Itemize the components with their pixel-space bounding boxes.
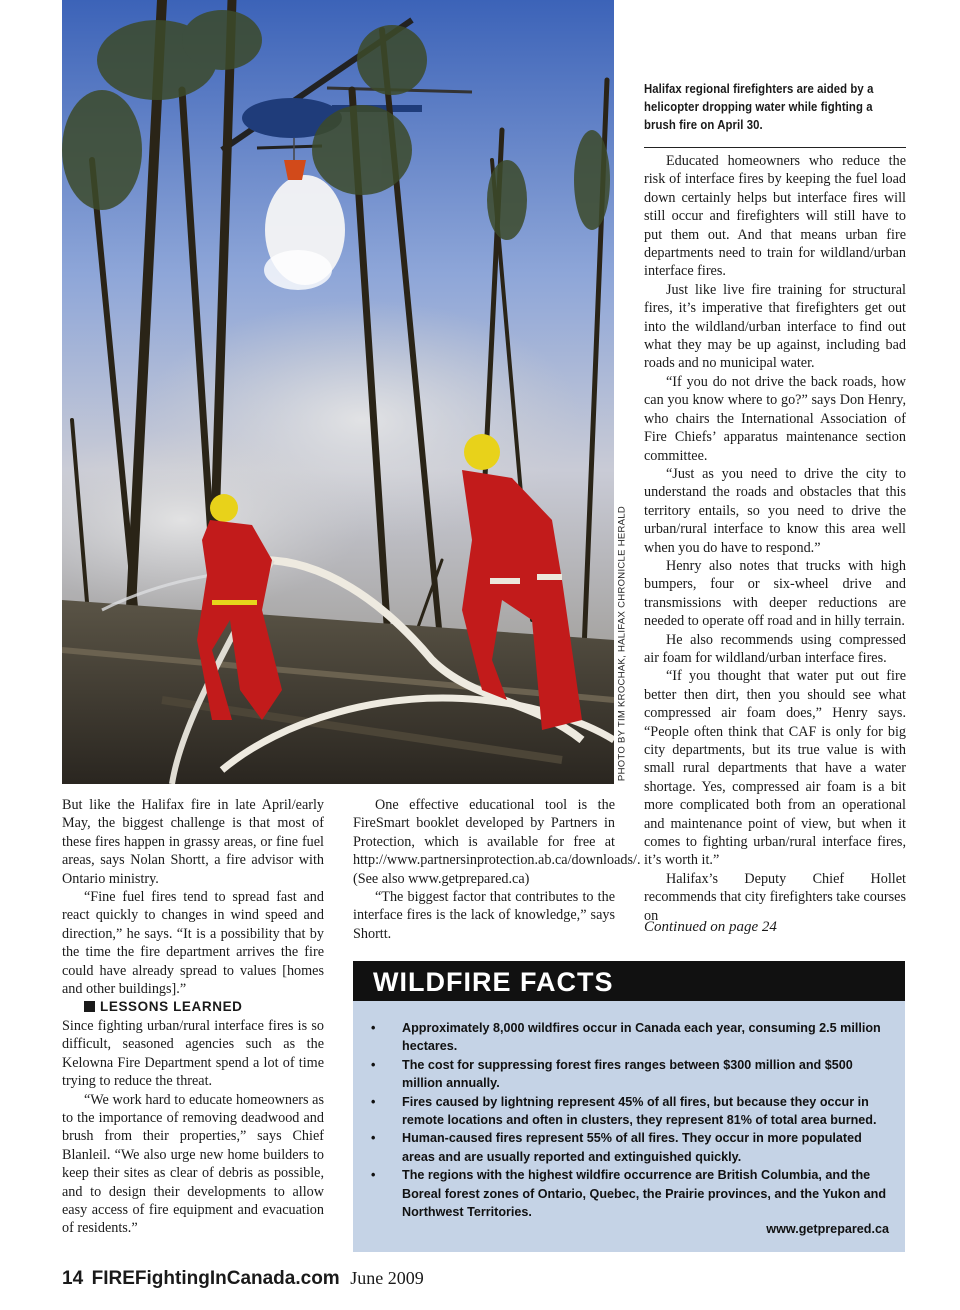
photo-illustration xyxy=(62,0,614,784)
list-item: • Approximately 8,000 wildfires occur in Canada each year, consuming 2.5 million hectares. xyxy=(371,1021,881,1054)
photo-credit: PHOTO BY TIM KROCHAK, HALIFAX CHRONICLE HERALD xyxy=(616,505,628,782)
page-footer xyxy=(62,1268,424,1290)
bullet-icon: • xyxy=(371,1021,376,1035)
bullet-icon: • xyxy=(371,1168,376,1183)
wildfire-photo xyxy=(62,0,614,784)
paragraph: “We work hard to educate homeowners as to the importance of removing deadwood and brush from their properties,” says Chief Blanleil. “We also urge new home builders to keep their sites as clear of debris as possible, and to design their developments to allow easy access of fire equipment and evacuation of residents.” xyxy=(62,1091,324,1237)
list-item: • Fires caused by lightning represent 45% of all fires, but because they occur in remote locations and often in clusters, they represent 81% of total area burned. xyxy=(371,1094,877,1128)
list-item: • The regions with the highest wildfire occurrence are British Columbia, and the Boreal forest zones of Ontario, Quebec, the Prairie provinces, and the Yukon and Northwest Territories. xyxy=(371,1168,887,1220)
paragraph: Henry also notes that trucks with high bumpers, four or six-wheel drive and transmissions with deeper reductions are needed to operate off road and in hilly terrain. xyxy=(644,557,906,630)
issue-date: June 2009 xyxy=(350,1268,424,1288)
paragraph: “If you thought that water put out fire better then dirt, then you should see what compressed air foam does,” Henry says. “People often think that CAF is only for big city departments, but its true value is with small rural departments that have a water shortage. Yes, compressed air foam is a bit more complicated both from an operational and maintenance point of view, but when it comes to fighting urban/rural interface fires, it’s worth it.” xyxy=(644,668,906,869)
photo-caption: Halifax regional firefighters are aided by a helicopter dropping water while fighting a brush fire on April 30. xyxy=(644,82,874,132)
magazine-name: FIREFightingInCanada.com xyxy=(91,1268,340,1289)
article-column-2 xyxy=(353,796,641,943)
bullet-icon: • xyxy=(371,1057,376,1072)
paragraph: One effective educational tool is the FireSmart booklet developed by Partners in Protection, which is available for free at http://www.partnersinprotection.ab.ca/downloads/. (See also www.getprepared.ca) xyxy=(353,797,641,887)
facts-title: WILDFIRE FACTS xyxy=(353,961,905,1001)
caption-divider xyxy=(644,147,906,148)
article-column-3 xyxy=(644,152,906,925)
wildfire-facts-box xyxy=(353,961,905,1252)
paragraph: He also recommends using compressed air foam for wildland/urban interface fires. xyxy=(644,631,906,666)
facts-list xyxy=(353,1001,905,1221)
article-column-1 xyxy=(62,796,324,1238)
source-url: www.getprepared.ca xyxy=(766,1222,889,1236)
page-number: 14 xyxy=(62,1268,84,1289)
square-bullet-icon xyxy=(84,1001,95,1012)
section-heading: LESSONS LEARNED xyxy=(62,998,324,1016)
paragraph: “Just as you need to drive the city to understand the roads and obstacles that this territory entails, so you need to drive the urban/rural interface to know this area well when you do have to respond.” xyxy=(644,465,906,556)
list-item: • Human-caused fires represent 55% of all fires. They occur in more populated areas and are usually reported and extinguished quickly. xyxy=(371,1131,862,1164)
bullet-icon: • xyxy=(371,1131,376,1146)
paragraph: Educated homeowners who reduce the risk of interface fires by keeping the fuel load down certainly helps but interface fires will still occur and firefighters will still have to put them out. And that means urban fire departments need to train for wildland/urban interface fires. xyxy=(644,153,906,280)
list-item: • The cost for suppressing forest fires ranges between $300 million and $500 million annually. xyxy=(371,1057,853,1091)
bullet-icon: • xyxy=(371,1094,376,1109)
paragraph: Since fighting urban/rural interface fires is so difficult, seasoned agencies such as the Kelowna Fire Department spend a lot of time trying to reduce the threat. xyxy=(62,1017,324,1090)
paragraph: But like the Halifax fire in late April/early May, the biggest challenge is that most of these fires happen in grassy areas, or fine fuel areas, says Nolan Shortt, a fire advisor with Ontario ministry. xyxy=(62,797,324,887)
paragraph: Halifax’s Deputy Chief Hollet recommends that city firefighters take courses on xyxy=(644,870,906,924)
paragraph: “Fine fuel fires tend to spread fast and react quickly to changes in wind speed and direction,” he says. “It is a possibility that by the time the fire department arrives the fire could have already spread to values [homes and other buildings].” xyxy=(62,889,324,998)
paragraph: “The biggest factor that contributes to the interface fires is the lack of knowledge,” says Shortt. xyxy=(353,889,615,942)
continued-note: Continued on page 24 xyxy=(644,919,777,935)
paragraph: “If you do not drive the back roads, how can you know where to go?” says Don Henry, who chairs the International Association of Fire Chiefs’ apparatus maintenance section committee. xyxy=(644,373,906,464)
paragraph: Just like live fire training for structural fires, it’s imperative that firefighters get out into the wildland/urban interface to find out what they may be up against, including bad roads and no municipal water. xyxy=(644,281,906,372)
